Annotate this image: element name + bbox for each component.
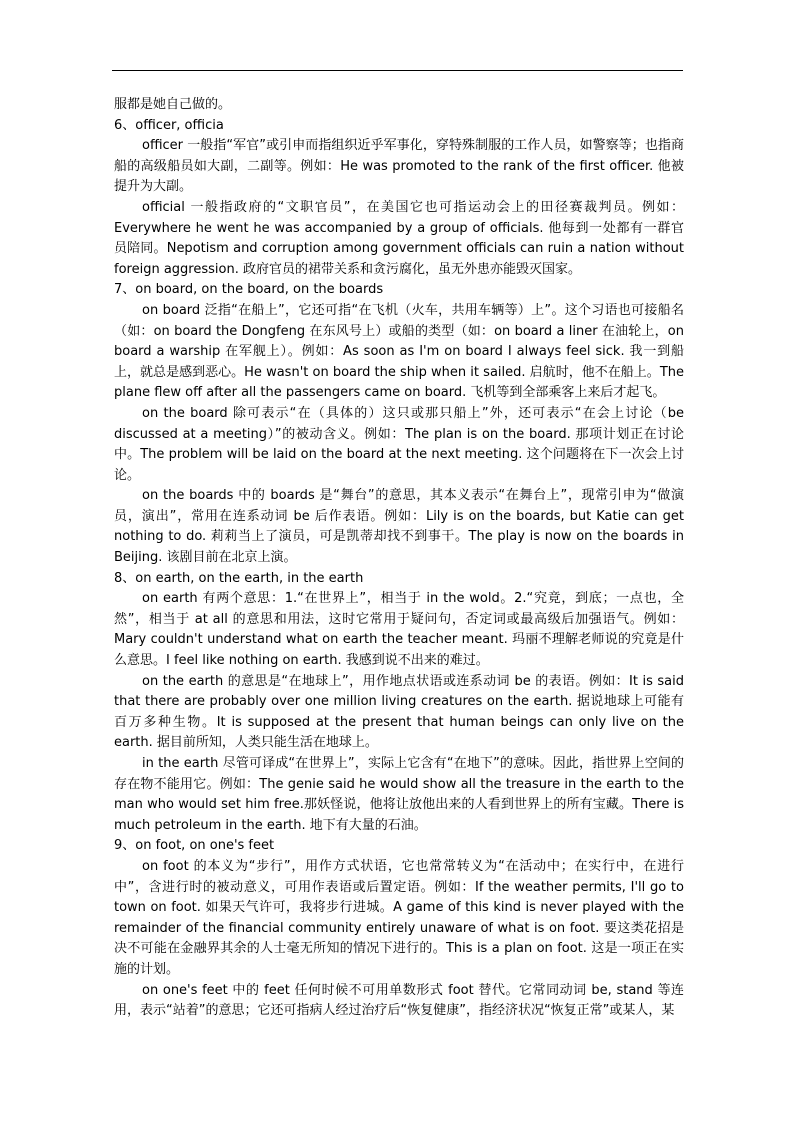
paragraph: on the boards 中的 boards 是“舞台”的意思，其本义表示“在舞台上”，现常引申为“做演员，演出”，常用在连系动词 be 后作表语。例如：Lily is on the boards, but Katie can get nothing to do. 莉莉当上了演员，可是凯蒂却找不到事干。The play is now on the boards in Beijing. 该剧目前在北京上演。	[114, 488, 684, 566]
paragraph: officer 一般指“军官”或引申而指组织近乎军事化，穿特殊制服的工作人员，如警察等；也指商船的高级船员如大副，二副等。例如：He was promoted to the rank of the first officer. 他被提升为大副。	[114, 138, 684, 195]
paragraph: on earth 有两个意思：1.“在世界上”，相当于 in the wold。2.“究竟，到底；一点也，全然”，相当于 at all 的意思和用法，这时它常用于疑问句，否定词或最高级后加强语气。例如：Mary couldn't understand what on earth the teacher meant. 玛丽不理解老师说的究竟是什么意思。I feel like nothing on earth. 我感到说不出来的难过。	[114, 591, 684, 669]
paragraph: on foot 的本义为“步行”，用作方式状语，它也常常转义为“在活动中；在实行中，在进行中”，含进行时的被动意义，可用作表语或后置定语。例如：If the weather permits, I'll go to town on foot. 如果天气许可，我将步行进城。A game of this kind is never played with the remainder of the financial community entirely unaware of what is on foot. 要这类花招是决不可能在金融界其余的人士毫无所知的情况下进行的。This is a plan on foot. 这是一项正在实施的计划。	[114, 858, 684, 977]
paragraph: in the earth 尽管可译成“在世界上”，实际上它含有“在地下”的意味。因此，指世界上空间的存在物不能用它。例如：The genie said he would show all the treasure in the earth to the man who would set him free.那妖怪说，他将让放他出来的人看到世界上的所有宝藏。There is much petroleum in the earth. 地下有大量的石油。	[114, 756, 684, 833]
section-heading: 7、on board, on the board, on the boards	[114, 282, 384, 298]
paragraph: 服都是她自己做的。	[114, 97, 232, 112]
paragraph: on the earth 的意思是“在地球上”，用作地点状语或连系动词 be 的表语。例如：It is said that there are probably over one million living creatures on the earth. 据说地球上可能有百万多种生物。It is supposed at the present that human beings can only live on the earth. 据目前所知，人类只能生活在地球上。	[114, 673, 684, 751]
paragraph: on the board 除可表示“在（具体的）这只或那只船上”外，还可表示“在会上讨论（be discussed at a meeting）”的被动含义。例如：The plan is on the board. 那项计划正在讨论中。The problem will be laid on the board at the next meeting. 这个问题将在下一次会上讨论。	[114, 405, 684, 483]
section-heading: 8、on earth, on the earth, in the earth	[114, 570, 364, 586]
paragraph: on board 泛指“在船上”，它还可指“在飞机（火车，共用车辆等）上”。这个习语也可接船名（如：on board the Dongfeng 在东风号上）或船的类型（如：on board a liner 在油轮上，on board a warship 在军舰上）。例如：As soon as I'm on board I always feel sick. 我一到船上，就总是感到恶心。He wasn't on board the ship when it sailed. 启航时，他不在船上。The plane flew off after all the passengers came on board. 飞机等到全部乘客上来后才起飞。	[114, 302, 684, 401]
section-heading: 9、on foot, on one's feet	[114, 838, 275, 854]
paragraph: official 一般指政府的“文职官员”，在美国它也可指运动会上的田径赛裁判员。例如：Everywhere he went he was accompanied by a group of officials. 他每到一处都有一群官员陪同。Nepotism and corruption among government officials can ruin a nation without foreign aggression. 政府官员的裙带关系和贪污腐化，虽无外患亦能毁灭国家。	[114, 199, 684, 277]
section-heading: 6、officer, officia	[114, 117, 224, 133]
page-body	[114, 95, 684, 1022]
header-rule	[112, 70, 683, 71]
paragraph: on one's feet 中的 feet 任何时候不可用单数形式 foot 替代。它常同动词 be, stand 等连用，表示“站着”的意思；它还可指病人经过治疗后“恢复健康”，指经济状况“恢复正常”或某人，某	[114, 982, 684, 1019]
